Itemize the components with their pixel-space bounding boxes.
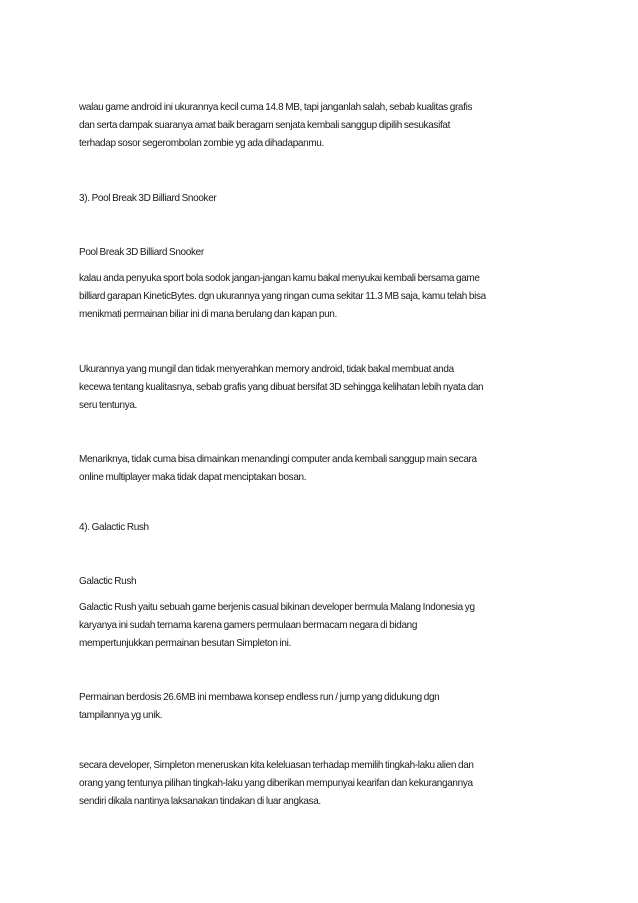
text-line: Ukurannya yang mungil dan tidak menyerahkan memory android, tidak bakal membuat anda: [79, 364, 454, 375]
paragraph-galactic-rush-intro: [79, 599, 579, 653]
text-line: walau game android ini ukurannya kecil cuma 14.8 MB, tapi janganlah salah, sebab kualitas grafis: [79, 102, 473, 113]
text-line: terhadap sosor segerombolan zombie yg ada dihadapanmu.: [79, 138, 324, 149]
text-line: sendiri dikala nantinya laksanakan tindakan di luar angkasa.: [79, 796, 321, 807]
text-line: Pool Break 3D Billiard Snooker: [79, 247, 204, 258]
heading-pool-break: [79, 190, 579, 208]
text-line: 4). Galactic Rush: [79, 522, 149, 533]
paragraph-pool-break-online: [79, 451, 579, 487]
text-line: kecewa tentang kualitasnya, sebab grafis yang dibuat bersifat 3D sehingga kelihatan lebih nyata dan: [79, 382, 484, 393]
text-line: 3). Pool Break 3D Billiard Snooker: [79, 193, 217, 204]
text-line: tampilannya yg unik.: [79, 710, 163, 721]
heading-galactic-rush: [79, 519, 579, 537]
subheading-galactic-rush: [79, 573, 579, 591]
text-line: online multiplayer maka tidak dapat menciptakan bosan.: [79, 472, 307, 483]
paragraph-pool-break-size: [79, 361, 579, 415]
text-line: Galactic Rush yaitu sebuah game berjenis casual bikinan developer bermula Malang Indonesia yg: [79, 602, 475, 613]
paragraph-zombie-game: [79, 99, 579, 153]
text-line: menikmati permainan biliar ini di mana berulang dan kapan pun.: [79, 309, 337, 320]
text-line: Menariknya, tidak cuma bisa dimainkan menandingi computer anda kembali sanggup main secara: [79, 454, 477, 465]
text-line: billiard garapan KineticBytes. dgn ukurannya yang ringan cuma sekitar 11.3 MB saja, kamu telah bisa: [79, 291, 486, 302]
paragraph-galactic-rush-size: [79, 689, 579, 725]
text-line: kalau anda penyuka sport bola sodok jangan-jangan kamu bakal menyukai kembali bersama game: [79, 273, 480, 284]
text-line: seru tentunya.: [79, 400, 137, 411]
text-line: mempertunjukkan permainan besutan Simpleton ini.: [79, 638, 291, 649]
text-line: Galactic Rush: [79, 576, 137, 587]
paragraph-galactic-rush-developer: [79, 757, 579, 811]
text-line: secara developer, Simpleton meneruskan kita keleluasan terhadap memilih tingkah-laku alien dan: [79, 760, 474, 771]
text-line: Permainan berdosis 26.6MB ini membawa konsep endless run / jump yang didukung dgn: [79, 692, 440, 703]
paragraph-pool-break-intro: [79, 270, 579, 324]
text-line: orang yang tentunya pilihan tingkah-laku yang diberikan mempunyai kearifan dan kekurangannya: [79, 778, 473, 789]
text-line: karyanya ini sudah ternama karena gamers permulaan bermacam negara di bidang: [79, 620, 418, 631]
subheading-pool-break: [79, 244, 579, 262]
text-line: dan serta dampak suaranya amat baik beragam senjata kembali sanggup dipilih sesukasifat: [79, 120, 451, 131]
